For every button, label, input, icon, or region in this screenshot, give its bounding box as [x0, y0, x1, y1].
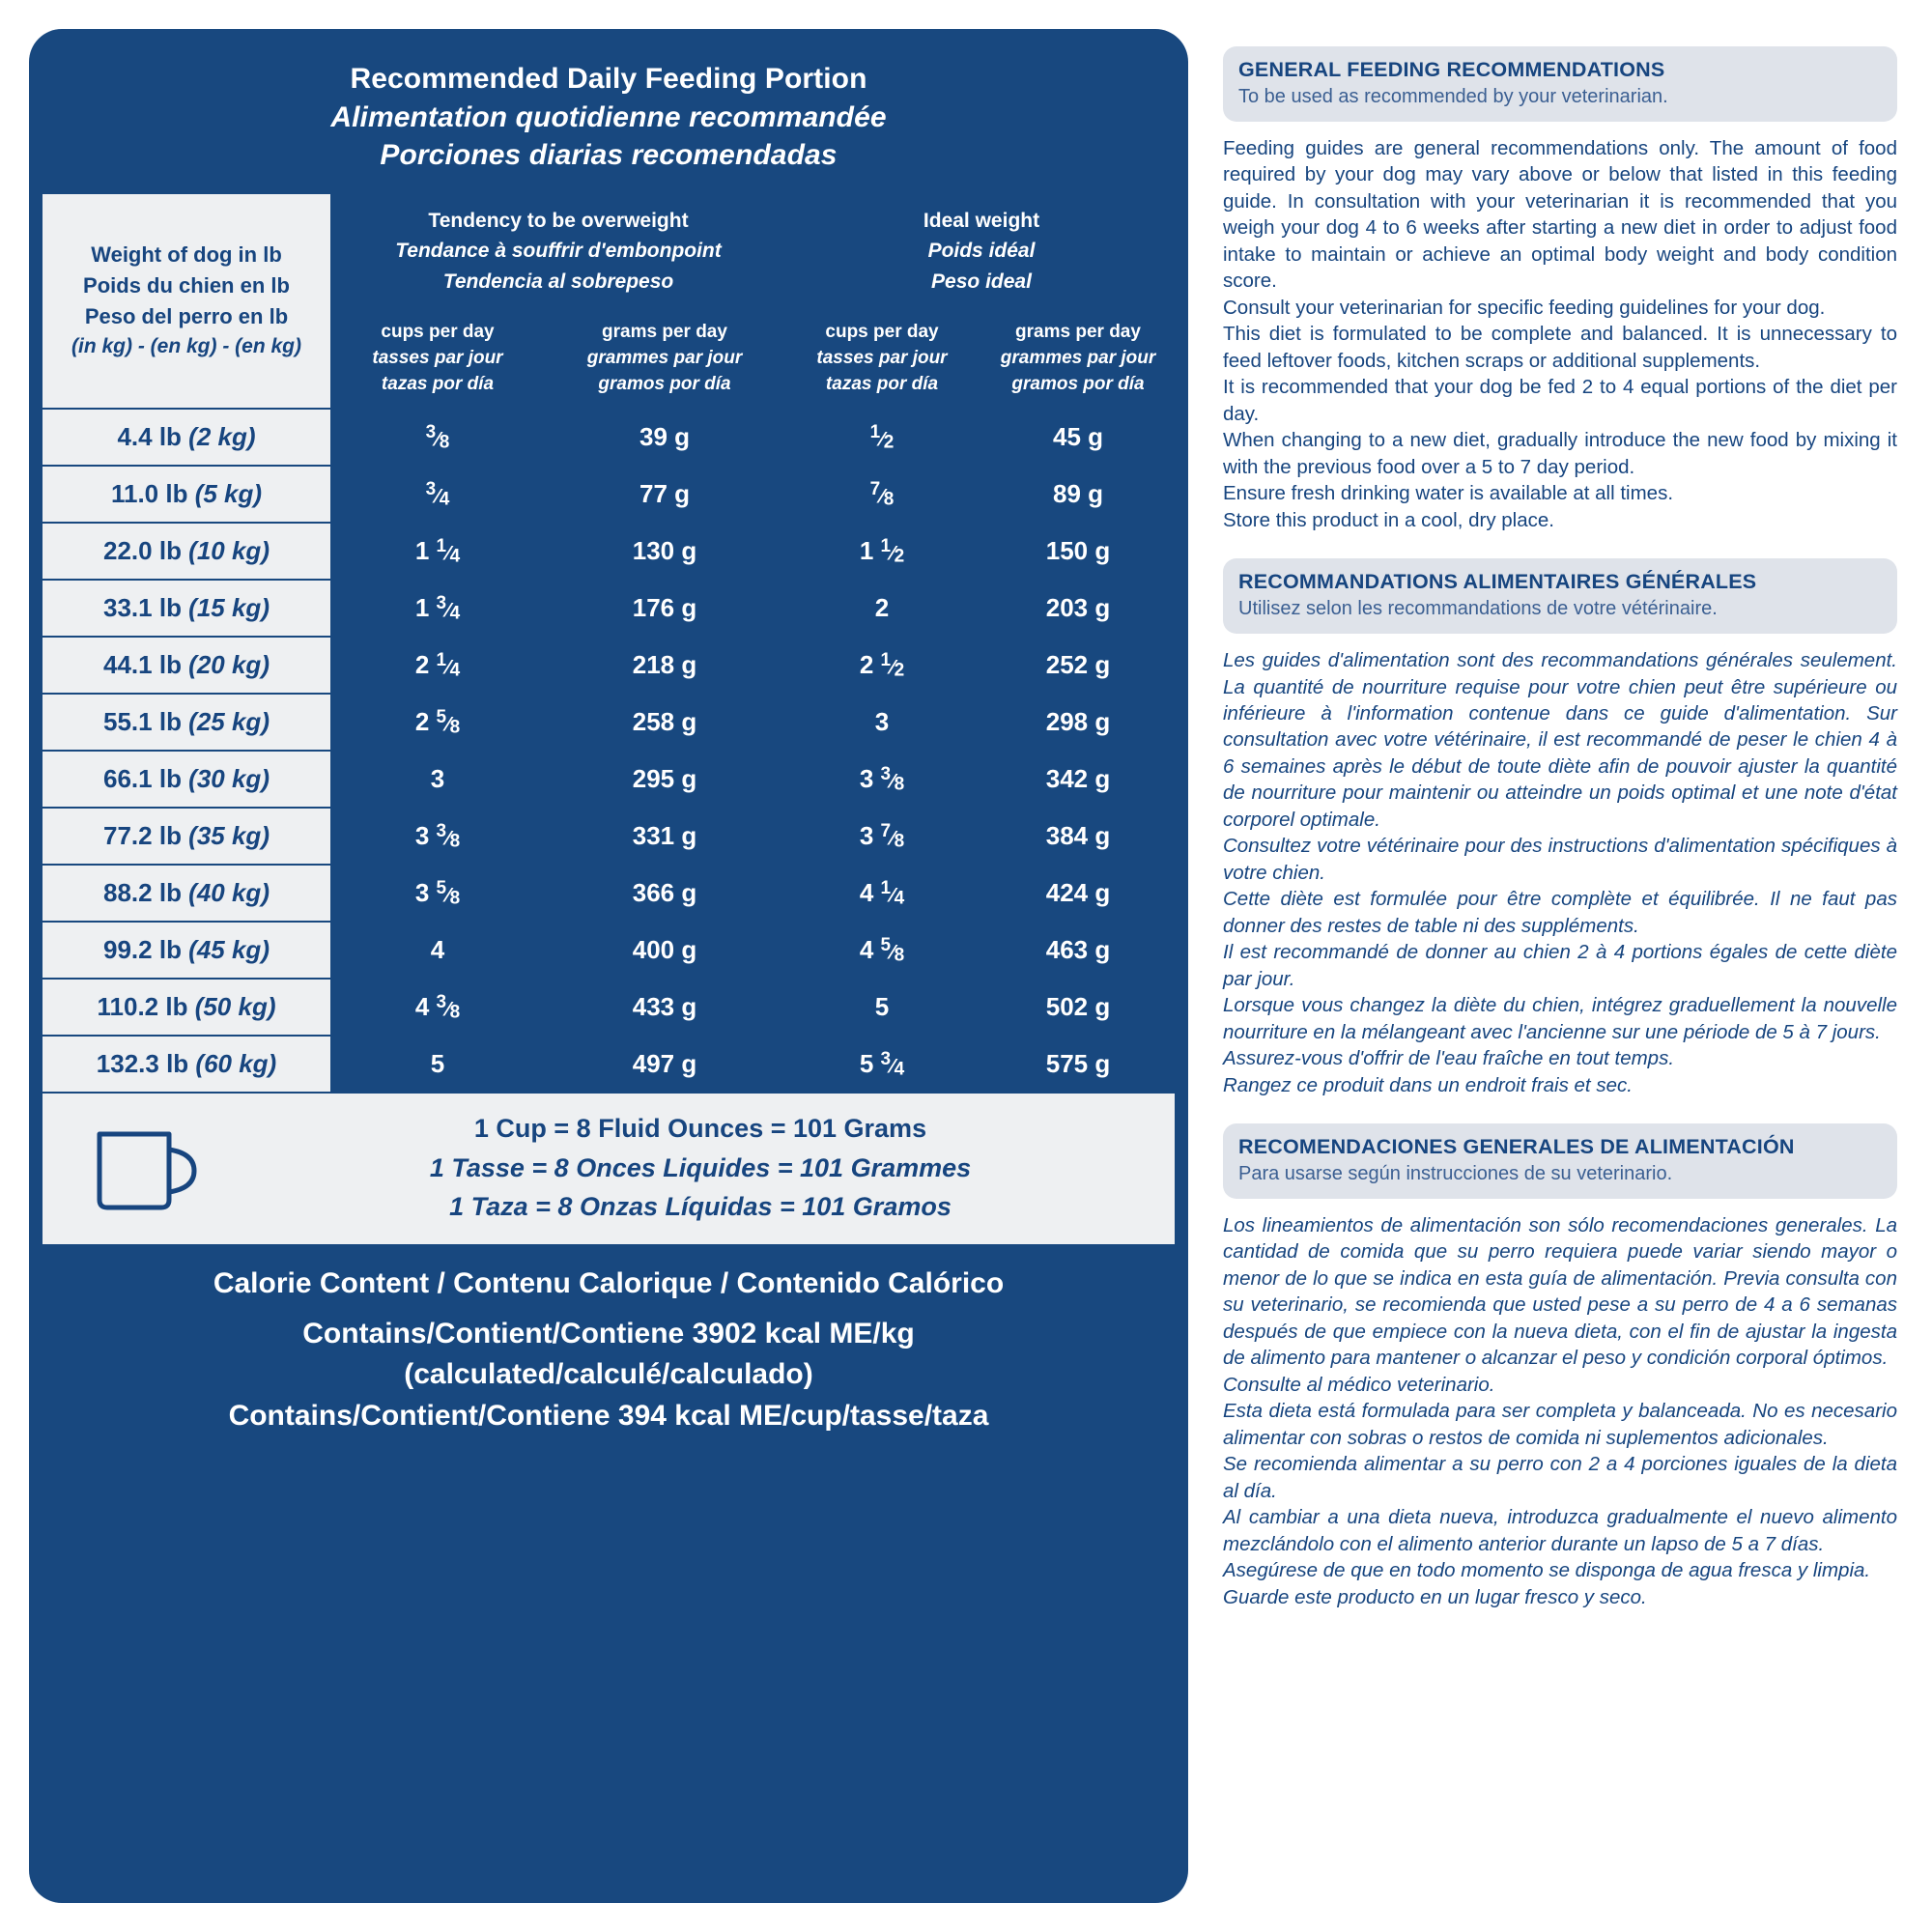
cell-ideal-cups: 3 [785, 694, 979, 751]
feeding-table-panel [29, 29, 1188, 1903]
cups-en-2: cups per day [825, 322, 939, 343]
cell-weight: 55.1 lb (25 kg) [42, 694, 331, 751]
cell-ideal-grams: 45 g [979, 409, 1178, 466]
cell-overweight-grams: 176 g [544, 580, 785, 637]
table-row [42, 580, 1178, 637]
cell-ideal-cups: $^1⁄_2$ [785, 409, 979, 466]
table-row [42, 637, 1178, 694]
cell-overweight-grams: 130 g [544, 523, 785, 580]
cell-overweight-cups: 3 [331, 751, 544, 808]
grams-es-2: gramos por día [1011, 374, 1145, 395]
feeding-table-body [42, 409, 1178, 1093]
weight-header-en: Weight of dog in lb [91, 242, 282, 268]
cell-overweight-grams: 366 g [544, 865, 785, 922]
section-header [1223, 46, 1897, 122]
section-paragraph: Il est recommandé de donner au chien 2 à 4 portions égales de cette diète par jour. [1223, 941, 1897, 990]
cell-overweight-cups: $^3⁄_4$ [331, 466, 544, 523]
section-paragraph: Consult your veterinarian for specific feeding guidelines for your dog. [1223, 296, 1826, 319]
section-paragraph: Lorsque vous changez la diète du chien, intégrez graduellement la nouvelle nourriture en la mélangeant avec l'ancienne sur une période de 5 à 7 jours. [1223, 994, 1897, 1043]
header-group-overweight [331, 193, 785, 310]
header-ideal-cups [785, 309, 979, 409]
cell-ideal-cups: 2 $^1⁄_2$ [785, 637, 979, 694]
calorie-content-title: Calorie Content / Contenu Calorique / Contenido Calórico [213, 1266, 1005, 1299]
section-header [1223, 1123, 1897, 1199]
section-subheading: Para usarse según instrucciones de su veterinario. [1238, 1163, 1673, 1184]
grams-fr-2: grammes par jour [1000, 348, 1156, 369]
cell-ideal-cups: 5 [785, 979, 979, 1036]
cell-overweight-cups: 2 $^5⁄_8$ [331, 694, 544, 751]
grams-es: gramos por día [598, 374, 731, 395]
header-weight-of-dog [42, 193, 331, 409]
cell-overweight-cups: 4 $^3⁄_8$ [331, 979, 544, 1036]
grams-fr: grammes par jour [586, 348, 743, 369]
cell-weight: 132.3 lb (60 kg) [42, 1036, 331, 1093]
cell-weight: 4.4 lb (2 kg) [42, 409, 331, 466]
section-header [1223, 558, 1897, 634]
cell-weight: 110.2 lb (50 kg) [42, 979, 331, 1036]
cell-ideal-grams: 252 g [979, 637, 1178, 694]
overweight-en: Tendency to be overweight [428, 209, 689, 232]
grams-en-2: grams per day [1015, 322, 1141, 343]
cell-weight: 77.2 lb (35 kg) [42, 808, 331, 865]
table-row [42, 694, 1178, 751]
section-paragraph: Cette diète est formulée pour être complète et équilibrée. Il ne faut pas donner des restes de table ni des suppléments. [1223, 888, 1897, 937]
ideal-fr: Poids idéal [927, 240, 1036, 263]
cell-weight: 66.1 lb (30 kg) [42, 751, 331, 808]
table-row [42, 922, 1178, 979]
cell-weight: 11.0 lb (5 kg) [42, 466, 331, 523]
section-body [1223, 135, 1897, 533]
title-line-es: Porciones diarias recomendadas [380, 139, 838, 172]
section-paragraph: Consulte al médico veterinario. [1223, 1373, 1495, 1396]
header-overweight-cups [331, 309, 544, 409]
section-paragraph: Esta dieta está formulada para ser completa y balanceada. No es necesario alimentar con sobras o restos de comida ni suplementos adicionales. [1223, 1400, 1897, 1449]
section-paragraph: When changing to a new diet, gradually introduce the new food by mixing it with the previous food over a 5 to 7 day period. [1223, 429, 1897, 478]
cup-equivalence-row [41, 1094, 1177, 1246]
ideal-en: Ideal weight [923, 209, 1040, 232]
section-heading: RECOMMANDATIONS ALIMENTAIRES GÉNÉRALES [1238, 570, 1757, 594]
cell-overweight-grams: 433 g [544, 979, 785, 1036]
header-overweight-grams [544, 309, 785, 409]
title-line-fr: Alimentation quotidienne recommandée [330, 100, 887, 133]
cell-overweight-grams: 218 g [544, 637, 785, 694]
cell-overweight-grams: 331 g [544, 808, 785, 865]
cell-overweight-cups: 3 $^3⁄_8$ [331, 808, 544, 865]
section-paragraph: Feeding guides are general recommendations only. The amount of food required by your dog may vary above or below that listed in this feeding guide. In consultation with your veterinarian it is recommended that you weigh your dog 4 to 6 weeks after starting a new diet in order to adjust food intake to maintain or achieve an optimal body weight and body condition score. [1223, 137, 1897, 293]
section-paragraph: Store this product in a cool, dry place. [1223, 508, 1554, 531]
cell-weight: 33.1 lb (15 kg) [42, 580, 331, 637]
cell-ideal-cups: 3 $^7⁄_8$ [785, 808, 979, 865]
cell-ideal-cups: 5 $^3⁄_4$ [785, 1036, 979, 1093]
cell-weight: 44.1 lb (20 kg) [42, 637, 331, 694]
section-subheading: Utilisez selon les recommandations de votre vétérinaire. [1238, 598, 1718, 620]
cup-equiv-es: 1 Taza = 8 Onzas Líquidas = 101 Gramos [449, 1192, 952, 1222]
cups-es-2: tazas por día [825, 374, 939, 395]
cell-weight: 99.2 lb (45 kg) [42, 922, 331, 979]
section-paragraph: Guarde este producto en un lugar fresco y seco. [1223, 1585, 1647, 1608]
cup-equiv-en: 1 Cup = 8 Fluid Ounces = 101 Grams [473, 1114, 927, 1144]
cell-overweight-cups: 1 $^3⁄_4$ [331, 580, 544, 637]
cell-ideal-cups: 2 [785, 580, 979, 637]
grams-en: grams per day [602, 322, 727, 343]
panel-title [41, 39, 1177, 192]
cell-overweight-grams: 39 g [544, 409, 785, 466]
section-paragraph: Assurez-vous d'offrir de l'eau fraîche en tout temps. [1223, 1047, 1675, 1070]
cups-en: cups per day [381, 322, 495, 343]
cell-ideal-cups: 4 $^1⁄_4$ [785, 865, 979, 922]
title-line-en: Recommended Daily Feeding Portion [350, 63, 867, 95]
cell-weight: 88.2 lb (40 kg) [42, 865, 331, 922]
cell-overweight-cups: 1 $^1⁄_4$ [331, 523, 544, 580]
section-body [1223, 647, 1897, 1098]
table-row [42, 751, 1178, 808]
cup-equivalence-text [236, 1109, 1165, 1227]
cell-overweight-grams: 295 g [544, 751, 785, 808]
section-paragraph: Al cambiar a una dieta nueva, introduzca gradualmente el nuevo alimento mezclándolo con el alimento anterior durante un lapso de 5 a 7 días. [1223, 1506, 1897, 1555]
table-header-row-groups [42, 193, 1178, 310]
cell-overweight-cups: 4 [331, 922, 544, 979]
table-row [42, 979, 1178, 1036]
cups-es: tazas por día [381, 374, 495, 395]
cell-ideal-grams: 424 g [979, 865, 1178, 922]
cell-overweight-grams: 77 g [544, 466, 785, 523]
section-paragraph: This diet is formulated to be complete and balanced. It is unnecessary to feed leftover foods, kitchen scraps or additional supplements. [1223, 323, 1897, 372]
header-ideal-grams [979, 309, 1178, 409]
table-row [42, 466, 1178, 523]
cell-ideal-grams: 575 g [979, 1036, 1178, 1093]
feeding-table [41, 192, 1179, 1094]
section-heading: GENERAL FEEDING RECOMMENDATIONS [1238, 58, 1665, 81]
cell-ideal-grams: 463 g [979, 922, 1178, 979]
cell-ideal-grams: 384 g [979, 808, 1178, 865]
cell-ideal-grams: 298 g [979, 694, 1178, 751]
cell-ideal-grams: 342 g [979, 751, 1178, 808]
cell-overweight-cups: $^3⁄_8$ [331, 409, 544, 466]
cell-ideal-cups: $^7⁄_8$ [785, 466, 979, 523]
measuring-cup-icon [52, 1115, 236, 1221]
cell-ideal-cups: 3 $^3⁄_8$ [785, 751, 979, 808]
section-paragraph: Asegúrese de que en todo momento se disponga de agua fresca y limpia. [1223, 1559, 1871, 1582]
overweight-fr: Tendance à souffrir d'embonpoint [395, 240, 722, 263]
section-paragraph: Rangez ce produit dans un endroit frais et sec. [1223, 1073, 1633, 1096]
section-subheading: To be used as recommended by your veterinarian. [1238, 86, 1668, 107]
weight-header-es: Peso del perro en lb [84, 304, 289, 329]
section-paragraph: Les guides d'alimentation sont des recommandations générales seulement. La quantité de nourriture requise pour votre chien peut être supérieure ou inférieure à l'information contenue dans ce guide d'alimentation. Sur consultation avec votre vétérinaire, il est recommandé de peser le chien 4 à 6 semaines après le début de toute diète afin de pouvoir ajuster la quantité de nourriture pour maintenir ou atteindre un poids optimal et une note d'état corporel optimale. [1223, 649, 1897, 831]
recommendation-sections [1223, 46, 1897, 1635]
cell-ideal-grams: 502 g [979, 979, 1178, 1036]
calorie-line-cup: Contains/Contient/Contiene 394 kcal ME/cup/tasse/taza [228, 1399, 989, 1432]
calorie-content-body [41, 1314, 1177, 1455]
cell-ideal-grams: 203 g [979, 580, 1178, 637]
weight-header-fr: Poids du chien en lb [83, 273, 290, 298]
section-paragraph: Los lineamientos de alimentación son sólo recomendaciones generales. La cantidad de comida que su perro requiera puede variar siendo mayor o menor de lo que se indica en esta guía de alimentación. Previa consulta con su veterinario, se recomienda que usted pese a su perro de 4 a 6 semanas después de que empiece con la nueva dieta, con el fin de ajustar la ingesta de alimento para mantener o alcanzar el peso y condición corporal óptimos. [1223, 1214, 1897, 1370]
table-row [42, 808, 1178, 865]
calorie-line-calculated: (calculated/calculé/calculado) [404, 1358, 813, 1391]
ideal-es: Peso ideal [931, 270, 1032, 293]
cell-ideal-grams: 150 g [979, 523, 1178, 580]
cell-ideal-cups: 4 $^5⁄_8$ [785, 922, 979, 979]
weight-header-kg: (in kg) - (en kg) - (en kg) [71, 335, 301, 358]
section-paragraph: Consultez votre vétérinaire pour des instructions d'alimentation spécifiques à votre chien. [1223, 835, 1897, 884]
table-row [42, 865, 1178, 922]
cup-equiv-fr: 1 Tasse = 8 Onces Liquides = 101 Grammes [429, 1152, 972, 1182]
section-body [1223, 1212, 1897, 1610]
cell-overweight-cups: 5 [331, 1036, 544, 1093]
cell-ideal-grams: 89 g [979, 466, 1178, 523]
cell-overweight-cups: 3 $^5⁄_8$ [331, 865, 544, 922]
table-row [42, 1036, 1178, 1093]
section-heading: RECOMENDACIONES GENERALES DE ALIMENTACIÓN [1238, 1135, 1795, 1158]
section-paragraph: Ensure fresh drinking water is available at all times. [1223, 482, 1674, 505]
cups-fr-2: tasses par jour [816, 348, 948, 369]
cell-overweight-grams: 497 g [544, 1036, 785, 1093]
cell-weight: 22.0 lb (10 kg) [42, 523, 331, 580]
cell-ideal-cups: 1 $^1⁄_2$ [785, 523, 979, 580]
calorie-line-kg: Contains/Contient/Contiene 3902 kcal ME/kg [302, 1317, 915, 1350]
recommendations-panel [1223, 29, 1897, 1903]
table-row [42, 409, 1178, 466]
section-paragraph: It is recommended that your dog be fed 2 to 4 equal portions of the diet per day. [1223, 376, 1897, 425]
section-paragraph: Se recomienda alimentar a su perro con 2 a 4 porciones iguales de la dieta al día. [1223, 1453, 1897, 1502]
cell-overweight-grams: 258 g [544, 694, 785, 751]
overweight-es: Tendencia al sobrepeso [442, 270, 674, 293]
table-row [42, 523, 1178, 580]
cell-overweight-cups: 2 $^1⁄_4$ [331, 637, 544, 694]
cell-overweight-grams: 400 g [544, 922, 785, 979]
cups-fr: tasses par jour [372, 348, 503, 369]
header-group-ideal-weight [785, 193, 1178, 310]
